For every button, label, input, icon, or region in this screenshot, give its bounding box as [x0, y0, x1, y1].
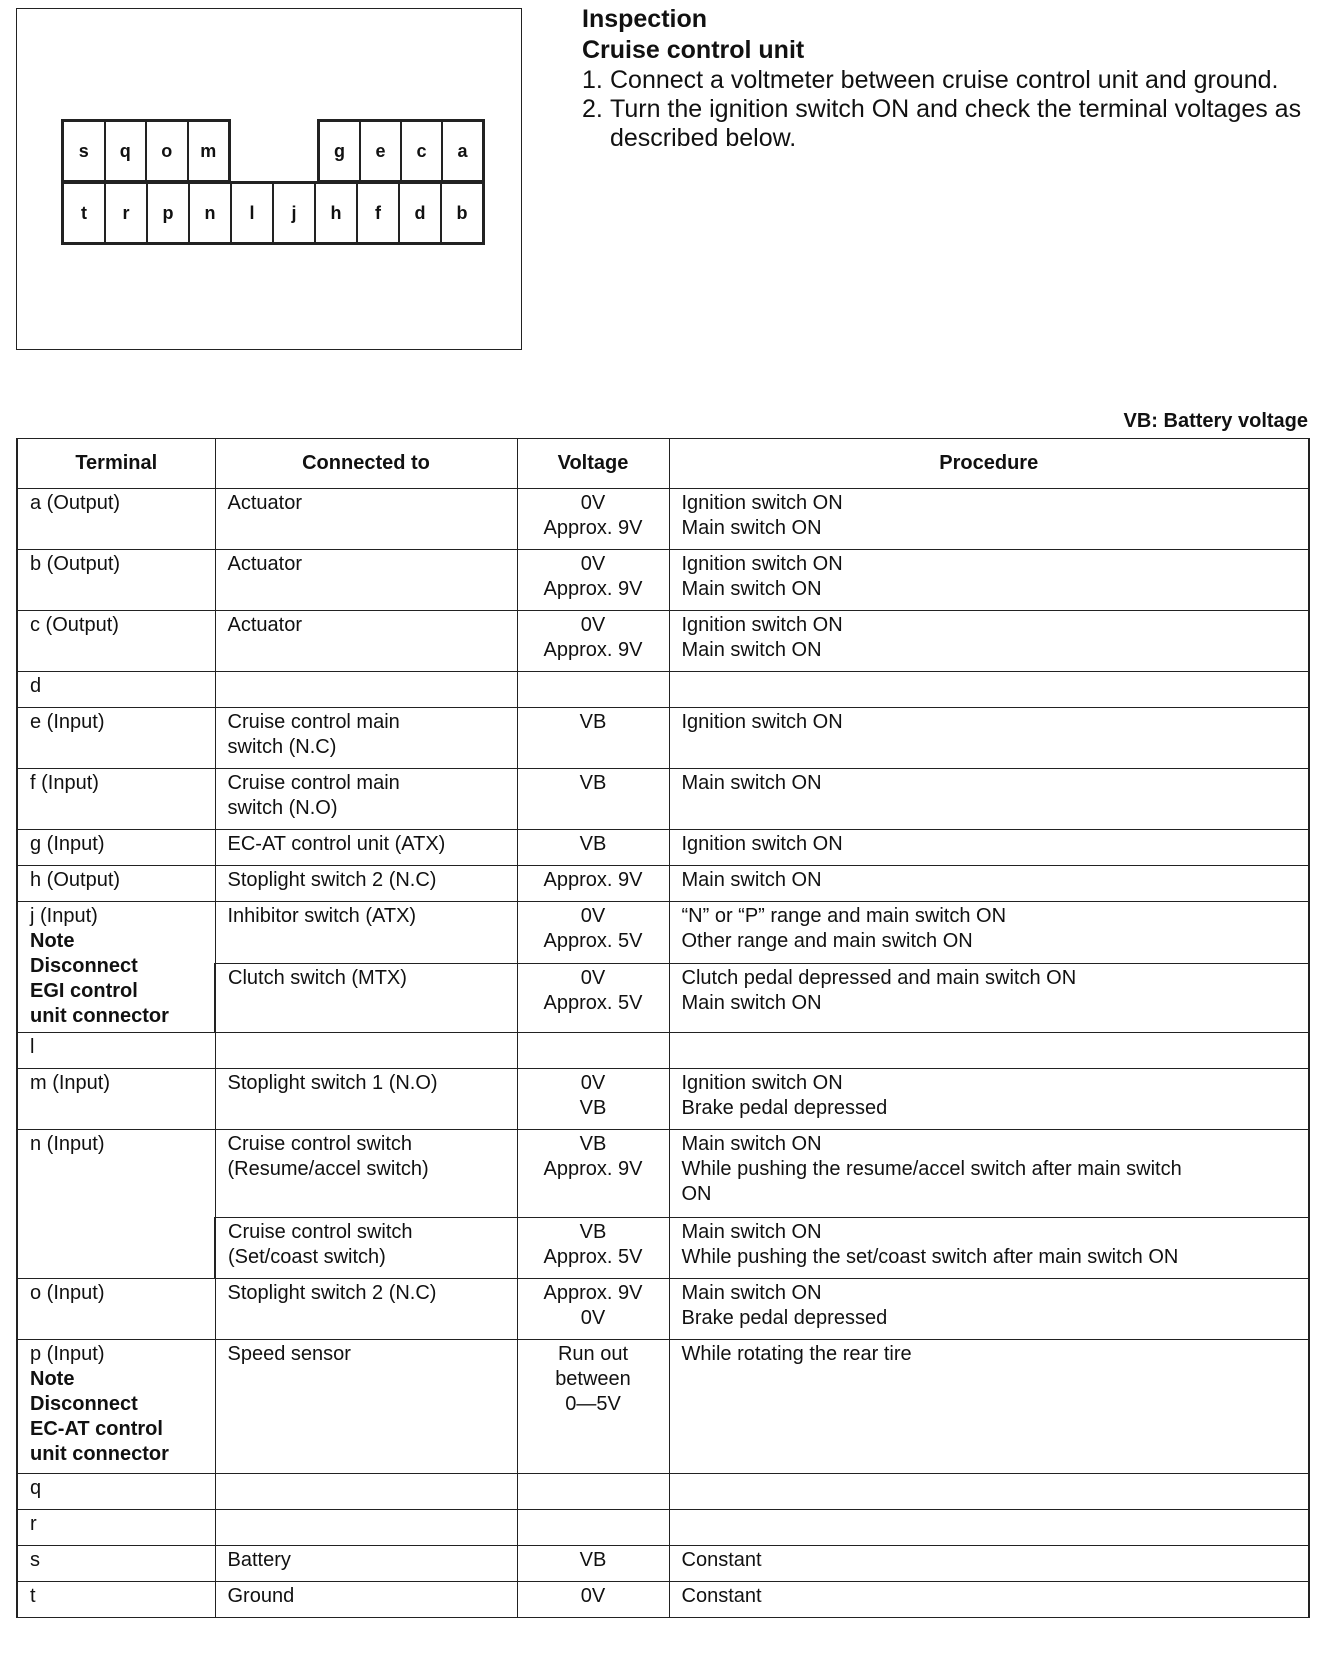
table-row [17, 1340, 1309, 1474]
voltage-cell: Approx. 9V [517, 866, 669, 902]
table-row [17, 902, 1309, 964]
terminal-cell [17, 1340, 215, 1474]
procedure-cell [669, 1510, 1309, 1546]
procedure-cell [669, 1474, 1309, 1510]
terminal-cell: s [17, 1546, 215, 1582]
procedure-cell: “N” or “P” range and main switch ON Other range and main switch ON [669, 902, 1309, 964]
terminal-cell: h (Output) [17, 866, 215, 902]
procedure-cell: Main switch ON While pushing the set/coast switch after main switch ON [669, 1218, 1309, 1279]
voltage-cell: VB [517, 708, 669, 769]
table-row [17, 1130, 1309, 1218]
terminal-note: Note Disconnect EGI control unit connector [30, 930, 169, 1027]
terminal-cell: e (Input) [17, 708, 215, 769]
terminal-cell: a (Output) [17, 489, 215, 550]
connected-cell: Cruise control main switch (N.C) [215, 708, 517, 769]
procedure-cell: Main switch ON [669, 866, 1309, 902]
terminal-note: Note Disconnect EC-AT control unit connector [30, 1368, 169, 1465]
connected-cell: Cruise control switch (Set/coast switch) [215, 1218, 517, 1279]
column-header-voltage: Voltage [517, 439, 669, 489]
connected-cell: Actuator [215, 550, 517, 611]
terminal-cell: l [17, 1033, 215, 1069]
procedure-cell: Main switch ON While pushing the resume/accel switch after main switch ON [669, 1130, 1309, 1218]
pin-m: m [188, 121, 230, 181]
connected-cell: Cruise control main switch (N.O) [215, 769, 517, 830]
voltage-cell: Approx. 9V 0V [517, 1279, 669, 1340]
table-row [17, 672, 1309, 708]
instruction-step [582, 66, 1332, 95]
section-title: Inspection [582, 5, 708, 33]
connected-cell: Actuator [215, 611, 517, 672]
pin-r: r [105, 183, 147, 243]
terminal-cell: m (Input) [17, 1069, 215, 1130]
connector-diagram [16, 8, 522, 350]
step-number: 1. [582, 66, 603, 94]
terminal-cell: c (Output) [17, 611, 215, 672]
pin-q: q [105, 121, 147, 181]
table-row [17, 1546, 1309, 1582]
column-header-terminal: Terminal [17, 439, 215, 489]
connected-cell: Clutch switch (MTX) [215, 963, 517, 1032]
connector-top-right-block [317, 119, 485, 183]
table-row [17, 769, 1309, 830]
voltage-cell: 0V VB [517, 1069, 669, 1130]
connected-cell: Inhibitor switch (ATX) [215, 902, 517, 964]
table-row [17, 1033, 1309, 1069]
procedure-cell: Main switch ON Brake pedal depressed [669, 1279, 1309, 1340]
section-subtitle: Cruise control unit [582, 36, 805, 64]
voltage-cell: VB [517, 1546, 669, 1582]
connected-cell [215, 1474, 517, 1510]
connected-cell: Speed sensor [215, 1340, 517, 1474]
table-row [17, 830, 1309, 866]
instructions [582, 4, 1332, 153]
connected-cell [215, 672, 517, 708]
pin-b: b [441, 183, 483, 243]
procedure-cell [669, 672, 1309, 708]
pin-f: f [357, 183, 399, 243]
procedure-cell: Ignition switch ON Brake pedal depressed [669, 1069, 1309, 1130]
terminal-cell: r [17, 1510, 215, 1546]
voltage-cell: VB [517, 830, 669, 866]
voltage-cell: 0V Approx. 5V [517, 963, 669, 1032]
connected-cell: Battery [215, 1546, 517, 1582]
voltage-cell [517, 1033, 669, 1069]
step-text: Connect a voltmeter between cruise control unit and ground. [610, 66, 1279, 94]
table-row [17, 708, 1309, 769]
connected-cell [215, 1033, 517, 1069]
connected-cell: Cruise control switch (Resume/accel switch) [215, 1130, 517, 1218]
column-header-connected-to: Connected to [215, 439, 517, 489]
voltage-cell: VB Approx. 5V [517, 1218, 669, 1279]
pin-a: a [442, 121, 483, 181]
pin-o: o [146, 121, 188, 181]
voltage-cell: VB [517, 769, 669, 830]
procedure-cell: Ignition switch ON Main switch ON [669, 489, 1309, 550]
voltage-cell: 0V Approx. 9V [517, 550, 669, 611]
connected-cell: Actuator [215, 489, 517, 550]
terminal-cell: o (Input) [17, 1279, 215, 1340]
table-row [17, 489, 1309, 550]
instruction-step [582, 95, 1332, 153]
pin-t: t [63, 183, 105, 243]
table-row [17, 1582, 1309, 1618]
pin-n: n [189, 183, 231, 243]
table-row [17, 611, 1309, 672]
procedure-cell: Constant [669, 1546, 1309, 1582]
connected-cell: Stoplight switch 2 (N.C) [215, 1279, 517, 1340]
connected-cell [215, 1510, 517, 1546]
connected-cell: Ground [215, 1582, 517, 1618]
pin-c: c [401, 121, 442, 181]
connected-cell: EC-AT control unit (ATX) [215, 830, 517, 866]
connector-bottom-row [61, 181, 485, 245]
procedure-cell: While rotating the rear tire [669, 1340, 1309, 1474]
column-header-procedure: Procedure [669, 439, 1309, 489]
connected-cell: Stoplight switch 2 (N.C) [215, 866, 517, 902]
table-row [17, 1474, 1309, 1510]
terminal-cell: b (Output) [17, 550, 215, 611]
table-row [17, 1279, 1309, 1340]
voltage-cell: Run out between 0—5V [517, 1340, 669, 1474]
procedure-cell: Main switch ON [669, 769, 1309, 830]
procedure-cell: Ignition switch ON [669, 830, 1309, 866]
connector-top-left-block [61, 119, 231, 183]
terminal-label: p (Input) [30, 1343, 105, 1365]
voltage-cell: VB Approx. 9V [517, 1130, 669, 1218]
pin-d: d [399, 183, 441, 243]
procedure-cell: Ignition switch ON Main switch ON [669, 611, 1309, 672]
pin-j: j [273, 183, 315, 243]
table-row [17, 1510, 1309, 1546]
terminal-cell: t [17, 1582, 215, 1618]
voltage-cell [517, 1474, 669, 1510]
terminal-voltage-table [16, 438, 1310, 1618]
voltage-cell: 0V Approx. 5V [517, 902, 669, 964]
connected-cell: Stoplight switch 1 (N.O) [215, 1069, 517, 1130]
table-row [17, 866, 1309, 902]
table-row [17, 550, 1309, 611]
terminal-cell: g (Input) [17, 830, 215, 866]
table-row [17, 1069, 1309, 1130]
table-header-row [17, 439, 1309, 489]
pin-h: h [315, 183, 357, 243]
pin-g: g [319, 121, 360, 181]
pin-l: l [231, 183, 273, 243]
step-text: Turn the ignition switch ON and check the terminal voltages as described below. [610, 95, 1302, 152]
procedure-cell [669, 1033, 1309, 1069]
procedure-cell: Ignition switch ON Main switch ON [669, 550, 1309, 611]
pin-s: s [63, 121, 105, 181]
voltage-legend: VB: Battery voltage [1123, 410, 1308, 432]
terminal-cell: d [17, 672, 215, 708]
voltage-cell: 0V [517, 1582, 669, 1618]
procedure-cell: Clutch pedal depressed and main switch ON Main switch ON [669, 963, 1309, 1032]
terminal-cell [17, 902, 215, 1033]
voltage-cell: 0V Approx. 9V [517, 611, 669, 672]
voltage-cell [517, 672, 669, 708]
voltage-cell: 0V Approx. 9V [517, 489, 669, 550]
terminal-label: j (Input) [30, 905, 98, 927]
pin-p: p [147, 183, 189, 243]
voltage-cell [517, 1510, 669, 1546]
pin-e: e [360, 121, 401, 181]
procedure-cell: Ignition switch ON [669, 708, 1309, 769]
terminal-cell: f (Input) [17, 769, 215, 830]
terminal-cell: n (Input) [17, 1130, 215, 1279]
terminal-cell: q [17, 1474, 215, 1510]
step-number: 2. [582, 95, 603, 123]
procedure-cell: Constant [669, 1582, 1309, 1618]
